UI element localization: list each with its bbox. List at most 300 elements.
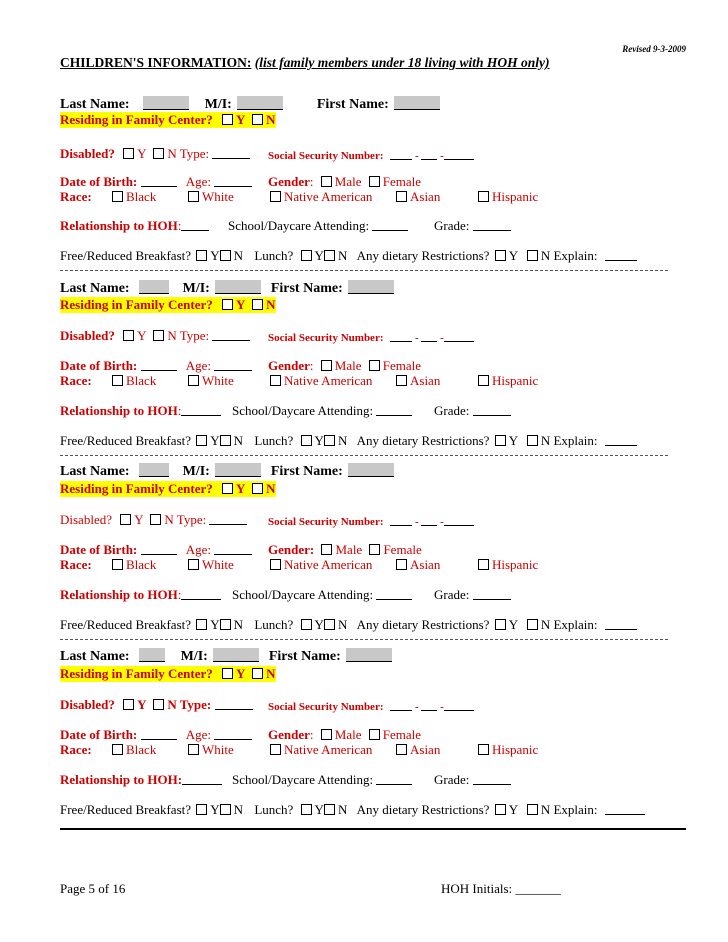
disabled-yes-checkbox[interactable] xyxy=(123,330,134,341)
black-checkbox[interactable] xyxy=(112,375,123,386)
ssn-label: Social Security Number xyxy=(268,701,380,713)
race-white xyxy=(188,189,234,205)
disabled-row xyxy=(60,697,253,713)
female-label: Female xyxy=(382,174,421,189)
relationship-colon: : xyxy=(177,772,183,787)
school-field[interactable] xyxy=(372,219,408,231)
race-hispanic xyxy=(478,189,538,205)
relationship-label: Relationship to HOH xyxy=(60,772,178,787)
dietary-no-label: N xyxy=(540,248,551,263)
disabled-yes-label: Y xyxy=(137,328,147,343)
age-field[interactable] xyxy=(214,728,252,740)
ssn-dash: - xyxy=(415,701,419,713)
white-checkbox[interactable] xyxy=(188,559,199,570)
female-checkbox[interactable] xyxy=(369,176,380,187)
race-asian xyxy=(396,742,440,758)
asian-checkbox[interactable] xyxy=(396,375,407,386)
disabled-type-field[interactable] xyxy=(212,329,250,341)
ssn-colon: : xyxy=(379,516,384,528)
disabled-no-label: N Type: xyxy=(167,697,212,712)
relationship-field[interactable] xyxy=(181,219,209,231)
breakfast-yes-label: Y xyxy=(210,617,220,632)
race-native xyxy=(270,557,372,573)
disabled-no-checkbox[interactable] xyxy=(150,514,161,525)
disabled-no-label: N Type: xyxy=(167,328,210,343)
school-field[interactable] xyxy=(376,404,412,416)
native-label: Native American xyxy=(284,742,373,757)
mi-label: M/I: xyxy=(180,649,208,664)
race-label: Race: xyxy=(60,742,92,757)
residing-yes-label: Y xyxy=(236,297,245,312)
ssn-part3-field[interactable] xyxy=(444,514,474,526)
dietary-no-checkbox[interactable] xyxy=(527,804,538,815)
race-label: Race: xyxy=(60,189,92,204)
disabled-row xyxy=(60,146,250,162)
age-field[interactable] xyxy=(214,175,252,187)
residing-no-checkbox[interactable] xyxy=(252,668,263,679)
gender-row xyxy=(268,358,421,374)
race-white xyxy=(188,557,234,573)
last-name-label: Last Name: xyxy=(60,649,130,664)
lunch-yes-checkbox[interactable] xyxy=(301,435,312,446)
explain-label: Explain: xyxy=(553,617,598,632)
breakfast-yes-label: Y xyxy=(210,802,220,817)
native-checkbox[interactable] xyxy=(270,744,281,755)
residing-row xyxy=(60,666,276,682)
ssn-part2-field[interactable] xyxy=(421,699,437,711)
breakfast-label: Free/Reduced Breakfast? xyxy=(60,433,192,448)
residing-row xyxy=(60,297,276,313)
first-name-field[interactable] xyxy=(348,463,394,477)
residing-row xyxy=(60,481,276,497)
male-checkbox[interactable] xyxy=(321,176,332,187)
native-checkbox[interactable] xyxy=(270,191,281,202)
lunch-no-label: N xyxy=(337,248,348,263)
female-label: Female xyxy=(382,358,421,373)
school-field[interactable] xyxy=(376,773,412,785)
explain-field[interactable] xyxy=(605,803,645,815)
relationship-label: Relationship to HOH xyxy=(60,218,178,233)
lunch-label: Lunch? xyxy=(254,802,294,817)
race-white xyxy=(188,373,234,389)
breakfast-yes-checkbox[interactable] xyxy=(196,619,207,630)
race-hispanic xyxy=(478,373,538,389)
gender-label: Gender xyxy=(268,174,310,189)
race-label: Race: xyxy=(60,373,92,388)
male-checkbox[interactable] xyxy=(321,729,332,740)
breakfast-yes-checkbox[interactable] xyxy=(196,250,207,261)
ssn-label: Social Security Number xyxy=(268,516,380,528)
race-black xyxy=(112,557,156,573)
grade-group xyxy=(434,772,511,788)
residing-no-label: N xyxy=(266,297,276,312)
breakfast-no-checkbox[interactable] xyxy=(220,435,231,446)
dob-field[interactable] xyxy=(141,359,177,371)
explain-field[interactable] xyxy=(605,249,637,261)
ssn-label: Social Security Number xyxy=(268,332,380,344)
disabled-no-checkbox[interactable] xyxy=(153,148,164,159)
asian-label: Asian xyxy=(410,557,441,572)
relationship-row xyxy=(60,403,470,419)
last-name-label: Last Name: xyxy=(60,464,130,479)
residing-no-label: N xyxy=(266,481,276,496)
race-row xyxy=(60,189,539,205)
last-name-field[interactable] xyxy=(139,463,169,477)
ssn-colon: : xyxy=(379,150,384,162)
hoh-initials[interactable]: HOH Initials: _______ xyxy=(441,881,561,896)
dietary-yes-label: Y xyxy=(508,433,518,448)
asian-checkbox[interactable] xyxy=(396,559,407,570)
ssn-part3-field[interactable] xyxy=(444,699,474,711)
ssn-part1-field[interactable] xyxy=(390,514,412,526)
male-label: Male xyxy=(335,542,363,557)
lunch-label: Lunch? xyxy=(254,617,294,632)
hispanic-label: Hispanic xyxy=(492,373,539,388)
dietary-label: Any dietary Restrictions? xyxy=(356,433,490,448)
disabled-yes-checkbox[interactable] xyxy=(123,148,134,159)
disabled-yes-label: Y xyxy=(134,512,144,527)
last-name-field[interactable] xyxy=(139,648,165,662)
ssn-part2-field[interactable] xyxy=(421,514,437,526)
male-checkbox[interactable] xyxy=(321,544,332,555)
white-label: White xyxy=(202,373,234,388)
lunch-no-checkbox[interactable] xyxy=(324,804,335,815)
relationship-row xyxy=(60,587,470,603)
dob-label: Date of Birth: xyxy=(60,727,138,742)
dietary-no-label: N xyxy=(540,433,551,448)
residing-no-checkbox[interactable] xyxy=(252,114,263,125)
male-checkbox[interactable] xyxy=(321,360,332,371)
black-label: Black xyxy=(126,189,157,204)
ssn-part2-field[interactable] xyxy=(421,330,437,342)
relationship-field[interactable] xyxy=(181,404,221,416)
school-group xyxy=(232,587,412,603)
white-label: White xyxy=(202,557,234,572)
race-white xyxy=(188,742,234,758)
lunch-label: Lunch? xyxy=(254,248,294,263)
age-label: Age: xyxy=(185,542,212,557)
last-name-field[interactable] xyxy=(143,96,189,110)
ssn-part1-field[interactable] xyxy=(390,148,412,160)
breakfast-no-label: N xyxy=(233,802,244,817)
race-native xyxy=(270,373,372,389)
gender-label: Gender xyxy=(268,727,310,742)
asian-checkbox[interactable] xyxy=(396,191,407,202)
ssn-row xyxy=(268,330,474,344)
mi-field[interactable] xyxy=(215,280,261,294)
residing-yes-checkbox[interactable] xyxy=(222,114,233,125)
dietary-yes-checkbox[interactable] xyxy=(495,804,506,815)
black-checkbox[interactable] xyxy=(112,191,123,202)
section-subtitle: (list family members under 18 living with HOH only) xyxy=(254,55,550,70)
race-black xyxy=(112,373,156,389)
breakfast-no-label: N xyxy=(233,433,244,448)
black-label: Black xyxy=(126,373,157,388)
disabled-yes-checkbox[interactable] xyxy=(120,514,131,525)
residing-row xyxy=(60,112,276,128)
ssn-row xyxy=(268,514,474,528)
grade-label: Grade: xyxy=(434,772,470,787)
disabled-no-checkbox[interactable] xyxy=(153,699,164,710)
asian-checkbox[interactable] xyxy=(396,744,407,755)
divider xyxy=(60,270,668,271)
gender-colon: : xyxy=(309,174,314,189)
residing-yes-label: Y xyxy=(236,112,245,127)
race-black xyxy=(112,189,156,205)
hispanic-checkbox[interactable] xyxy=(478,191,489,202)
dob-row xyxy=(60,727,252,743)
white-checkbox[interactable] xyxy=(188,375,199,386)
breakfast-yes-label: Y xyxy=(210,433,220,448)
explain-label: Explain: xyxy=(553,433,598,448)
relationship-colon: : xyxy=(177,587,182,602)
race-native xyxy=(270,189,372,205)
dob-field[interactable] xyxy=(141,543,177,555)
grade-group xyxy=(434,403,511,419)
asian-label: Asian xyxy=(410,373,441,388)
grade-label: Grade: xyxy=(434,403,470,418)
first-name-field[interactable] xyxy=(394,96,440,110)
ssn-colon: : xyxy=(379,701,384,713)
breakfast-no-checkbox[interactable] xyxy=(220,250,231,261)
residing-no-label: N xyxy=(266,112,276,127)
breakfast-no-label: N xyxy=(233,248,244,263)
breakfast-yes-checkbox[interactable] xyxy=(196,804,207,815)
relationship-field[interactable] xyxy=(182,773,222,785)
grade-label: Grade: xyxy=(434,587,470,602)
lunch-no-label: N xyxy=(337,617,348,632)
residing-no-checkbox[interactable] xyxy=(252,299,263,310)
race-asian xyxy=(396,373,440,389)
lunch-no-checkbox[interactable] xyxy=(324,435,335,446)
first-name-label: First Name: xyxy=(268,649,341,664)
mi-field[interactable] xyxy=(237,96,283,110)
residing-yes-checkbox[interactable] xyxy=(222,668,233,679)
female-checkbox[interactable] xyxy=(369,729,380,740)
ssn-part3-field[interactable] xyxy=(444,148,474,160)
lunch-label: Lunch? xyxy=(254,433,294,448)
mi-label: M/I: xyxy=(182,281,210,296)
residing-label: Residing in Family Center? xyxy=(60,297,213,312)
dietary-yes-checkbox[interactable] xyxy=(495,250,506,261)
ssn-part1-field[interactable] xyxy=(390,699,412,711)
dob-label: Date of Birth: xyxy=(60,174,138,189)
asian-label: Asian xyxy=(410,189,441,204)
dietary-yes-label: Y xyxy=(508,617,518,632)
dob-label: Date of Birth: xyxy=(60,358,138,373)
school-group xyxy=(228,218,408,234)
relationship-row xyxy=(60,218,470,234)
meals-row xyxy=(60,433,637,449)
dietary-no-checkbox[interactable] xyxy=(527,619,538,630)
disabled-no-label: N Type: xyxy=(164,512,207,527)
dietary-yes-label: Y xyxy=(508,248,518,263)
disabled-type-field[interactable] xyxy=(215,698,253,710)
ssn-dash: - xyxy=(440,332,444,344)
disabled-yes-label: Y xyxy=(137,697,147,712)
age-label: Age: xyxy=(185,358,212,373)
school-field[interactable] xyxy=(376,588,412,600)
age-field[interactable] xyxy=(214,543,252,555)
ssn-part2-field[interactable] xyxy=(421,148,437,160)
male-label: Male xyxy=(334,358,362,373)
black-label: Black xyxy=(126,742,157,757)
residing-yes-checkbox[interactable] xyxy=(222,299,233,310)
explain-field[interactable] xyxy=(605,618,637,630)
race-row xyxy=(60,742,539,758)
name-row xyxy=(60,280,394,297)
breakfast-label: Free/Reduced Breakfast? xyxy=(60,802,192,817)
dietary-yes-checkbox[interactable] xyxy=(495,619,506,630)
breakfast-no-label: N xyxy=(233,617,244,632)
hispanic-label: Hispanic xyxy=(492,557,539,572)
native-checkbox[interactable] xyxy=(270,559,281,570)
first-name-label: First Name: xyxy=(270,464,343,479)
explain-label: Explain: xyxy=(553,802,598,817)
female-checkbox[interactable] xyxy=(369,544,380,555)
race-native xyxy=(270,742,372,758)
dietary-label: Any dietary Restrictions? xyxy=(356,248,490,263)
lunch-yes-label: Y xyxy=(314,248,324,263)
grade-group xyxy=(434,587,511,603)
lunch-yes-checkbox[interactable] xyxy=(301,250,312,261)
ssn-colon: : xyxy=(379,332,384,344)
lunch-no-checkbox[interactable] xyxy=(324,619,335,630)
dob-field[interactable] xyxy=(141,175,177,187)
hispanic-checkbox[interactable] xyxy=(478,375,489,386)
gender-row xyxy=(268,174,421,190)
ssn-row xyxy=(268,699,474,713)
dietary-label: Any dietary Restrictions? xyxy=(356,802,490,817)
breakfast-yes-checkbox[interactable] xyxy=(196,435,207,446)
disabled-label: Disabled? xyxy=(60,328,115,343)
female-checkbox[interactable] xyxy=(369,360,380,371)
disabled-yes-checkbox[interactable] xyxy=(123,699,134,710)
disabled-type-field[interactable] xyxy=(209,513,247,525)
grade-label: Grade: xyxy=(434,218,470,233)
gender-row xyxy=(268,727,421,743)
black-checkbox[interactable] xyxy=(112,559,123,570)
disabled-yes-label: Y xyxy=(137,146,147,161)
disabled-no-checkbox[interactable] xyxy=(153,330,164,341)
relationship-field[interactable] xyxy=(181,588,221,600)
first-name-field[interactable] xyxy=(346,648,392,662)
mi-field[interactable] xyxy=(213,648,259,662)
female-label: Female xyxy=(382,727,421,742)
grade-field[interactable] xyxy=(473,219,511,231)
residing-label: Residing in Family Center? xyxy=(60,112,213,127)
school-group xyxy=(232,403,412,419)
residing-no-checkbox[interactable] xyxy=(252,483,263,494)
ssn-row xyxy=(268,148,474,162)
white-checkbox[interactable] xyxy=(188,191,199,202)
lunch-yes-label: Y xyxy=(314,617,324,632)
last-name-field[interactable] xyxy=(139,280,169,294)
relationship-colon: : xyxy=(177,218,182,233)
meals-row xyxy=(60,802,645,818)
grade-field[interactable] xyxy=(473,404,511,416)
disabled-no-label: N Type: xyxy=(167,146,210,161)
first-name-label: First Name: xyxy=(270,281,343,296)
dietary-label: Any dietary Restrictions? xyxy=(356,617,490,632)
lunch-yes-checkbox[interactable] xyxy=(301,619,312,630)
lunch-yes-checkbox[interactable] xyxy=(301,804,312,815)
male-label: Male xyxy=(334,727,362,742)
school-label: School/Daycare Attending: xyxy=(228,218,370,233)
breakfast-label: Free/Reduced Breakfast? xyxy=(60,617,192,632)
breakfast-label: Free/Reduced Breakfast? xyxy=(60,248,192,263)
disabled-row xyxy=(60,512,247,528)
breakfast-no-checkbox[interactable] xyxy=(220,804,231,815)
race-row xyxy=(60,373,539,389)
dietary-no-checkbox[interactable] xyxy=(527,435,538,446)
gender-colon: : xyxy=(309,727,314,742)
lunch-no-label: N xyxy=(337,433,348,448)
gender-label: Gender xyxy=(268,358,310,373)
grade-field[interactable] xyxy=(473,773,511,785)
age-field[interactable] xyxy=(214,359,252,371)
ssn-part3-field[interactable] xyxy=(444,330,474,342)
divider xyxy=(60,639,668,640)
dob-field[interactable] xyxy=(141,728,177,740)
last-name-label: Last Name: xyxy=(60,97,130,112)
gender-colon: : xyxy=(309,542,315,557)
gender-row xyxy=(268,542,422,558)
bottom-rule xyxy=(60,828,686,830)
mi-field[interactable] xyxy=(215,463,261,477)
last-name-label: Last Name: xyxy=(60,281,130,296)
lunch-no-checkbox[interactable] xyxy=(324,250,335,261)
ssn-part1-field[interactable] xyxy=(390,330,412,342)
native-label: Native American xyxy=(284,557,373,572)
hispanic-checkbox[interactable] xyxy=(478,744,489,755)
revised-date: Revised 9-3-2009 xyxy=(622,44,686,54)
ssn-dash: - xyxy=(440,150,444,162)
native-checkbox[interactable] xyxy=(270,375,281,386)
race-asian xyxy=(396,189,440,205)
ssn-dash: - xyxy=(415,150,419,162)
disabled-label: Disabled? xyxy=(60,512,112,527)
residing-label: Residing in Family Center? xyxy=(60,481,213,496)
residing-yes-checkbox[interactable] xyxy=(222,483,233,494)
black-checkbox[interactable] xyxy=(112,744,123,755)
dietary-yes-checkbox[interactable] xyxy=(495,435,506,446)
black-label: Black xyxy=(126,557,157,572)
gender-colon: : xyxy=(309,358,314,373)
white-label: White xyxy=(202,189,234,204)
residing-yes-label: Y xyxy=(236,481,245,496)
grade-field[interactable] xyxy=(473,588,511,600)
first-name-field[interactable] xyxy=(348,280,394,294)
name-row xyxy=(60,648,392,665)
residing-label: Residing in Family Center? xyxy=(60,666,213,681)
race-black xyxy=(112,742,156,758)
dietary-no-checkbox[interactable] xyxy=(527,250,538,261)
explain-field[interactable] xyxy=(605,434,637,446)
breakfast-no-checkbox[interactable] xyxy=(220,619,231,630)
dob-row xyxy=(60,542,252,558)
gender-label: Gender xyxy=(268,542,310,557)
disabled-type-field[interactable] xyxy=(212,147,250,159)
hispanic-checkbox[interactable] xyxy=(478,559,489,570)
relationship-row xyxy=(60,772,470,788)
dob-row xyxy=(60,358,252,374)
relationship-label: Relationship to HOH xyxy=(60,587,178,602)
relationship-label: Relationship to HOH xyxy=(60,403,178,418)
lunch-yes-label: Y xyxy=(314,433,324,448)
name-row xyxy=(60,96,440,113)
white-checkbox[interactable] xyxy=(188,744,199,755)
